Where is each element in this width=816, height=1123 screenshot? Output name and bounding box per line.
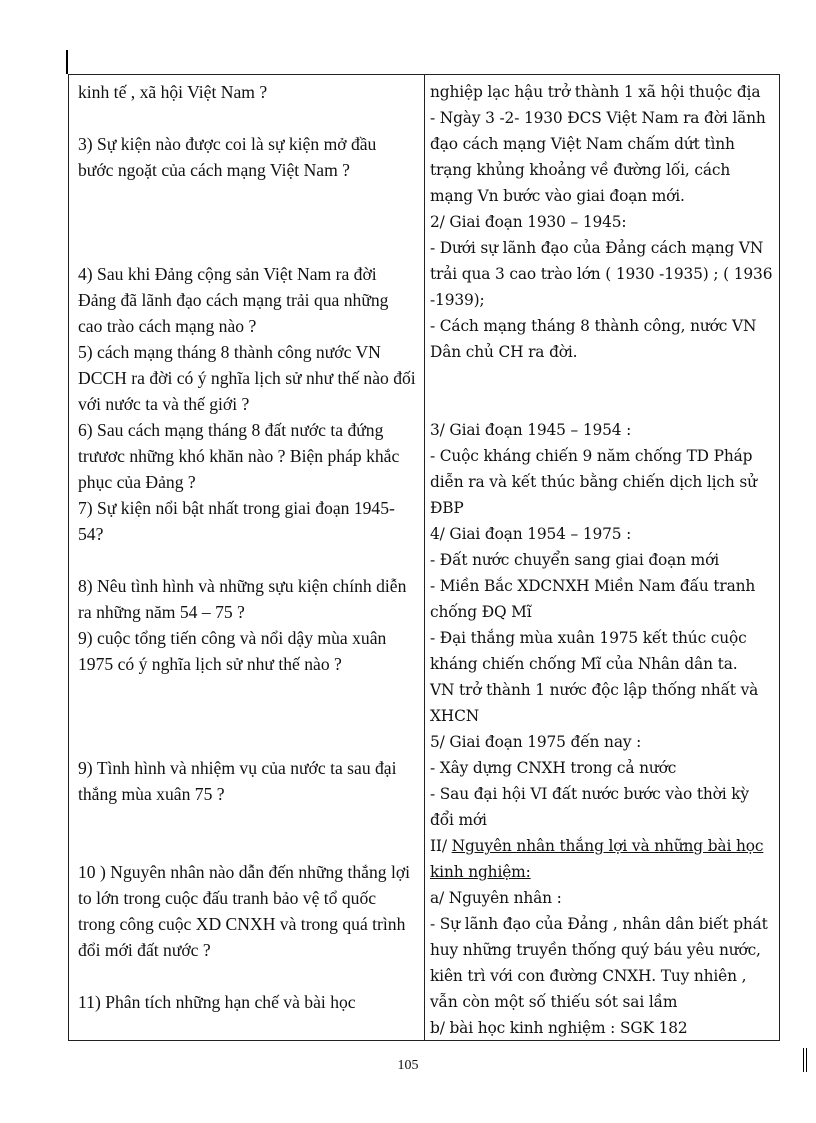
question-tail: kinh tế , xã hội Việt Nam ? (78, 82, 268, 102)
question-3: 3) Sự kiện nào được coi là sự kiện mở đầu bước ngoặt của cách mạng Việt Nam ? (78, 134, 377, 180)
answer-cao-trao: - Dưới sự lãnh đạo của Đảng cách mạng VN trải qua 3 cao trào lớn ( 1930 -1935) ; ( 1936 -1939); (430, 239, 773, 309)
question-4: 4) Sau khi Đảng cộng sản Việt Nam ra đời Đảng đã lãnh đạo cách mạng trải qua những cao trào cách mạng nào ? (78, 264, 389, 336)
question-7: 7) Sự kiện nổi bật nhất trong giai đoạn 1945-54? (78, 498, 395, 544)
heading-1945-1954: 3/ Giai đoạn 1945 – 1954 : (430, 421, 632, 439)
answer-giai-doan-moi: - Đất nước chuyển sang giai đoạn mới (430, 551, 720, 569)
question-10: 10 ) Nguyên nhân nào dẫn đến những thắng lợi to lớn trong cuộc đấu tranh bảo vệ tổ quốc trong công cuộc XD CNXH và trong quá trình đổi mới đất nước ? (78, 862, 411, 960)
question-6: 6) Sau cách mạng tháng 8 đất nước ta đứng trưươc những khó khăn nào ? Biện pháp khắc phục của Đảng ? (78, 420, 400, 492)
answer-bai-hoc: b/ bài học kinh nghiệm : SGK 182 (430, 1019, 688, 1037)
answer-doi-moi: - Sau đại hội VI đất nước bước vào thời kỳ đổi mới (430, 785, 749, 829)
answer-mien-bac: - Miền Bắc XDCNXH Miền Nam đấu tranh chống ĐQ Mĩ (430, 577, 756, 621)
answer-cm-thang-8: - Cách mạng tháng 8 thành công, nước VN Dân chủ CH ra đời. (430, 317, 757, 361)
heading-1930-1945: 2/ Giai đoạn 1930 – 1945: (430, 213, 627, 231)
questions-column (69, 75, 425, 1040)
question-9a: 9) cuộc tổng tiến công và nổi dậy mùa xuân 1975 có ý nghĩa lịch sử như thế nào ? (78, 628, 387, 674)
answers-column (425, 75, 779, 1040)
heading-1954-1975: 4/ Giai đoạn 1954 – 1975 : (430, 525, 632, 543)
margin-mark-right (803, 1048, 807, 1072)
question-5: 5) cách mạng tháng 8 thành công nước VN DCCH ra đời có ý nghĩa lịch sử như thế nào đối với nước ta và thế giới ? (78, 342, 416, 414)
answer-vn-doc-lap: VN trở thành 1 nước độc lập thống nhất và XHCN (430, 681, 759, 725)
heading-underlined: Nguyên nhân thắng lợi và những bài học kinh nghiệm: (430, 837, 764, 881)
question-8: 8) Nêu tình hình và những sựu kiện chính diễn ra những năm 54 – 75 ? (78, 576, 407, 622)
qa-table (68, 74, 780, 1041)
heading-numeral: II/ (430, 837, 452, 855)
heading-nguyen-nhan-thang-loi (430, 833, 775, 885)
question-9b: 9) Tình hình và nhiệm vụ của nước ta sau đại thắng mùa xuân 75 ? (78, 758, 397, 804)
answer-dai-thang: - Đại thắng mùa xuân 1975 kết thúc cuộc kháng chiến chống Mĩ của Nhân dân ta. (430, 629, 747, 673)
answer-line-1: nghiệp lạc hậu trở thành 1 xã hội thuộc địa (430, 83, 761, 101)
answer-su-lanh-dao: - Sự lãnh đạo của Đảng , nhân dân biết phát huy những truyền thống quý báu yêu nước, kiên trì với con đường CNXH. Tuy nhiên , vẫn còn một số thiếu sót sai lầm (430, 915, 768, 1011)
answer-xay-dung-cnxh: - Xây dựng CNXH trong cả nước (430, 759, 677, 777)
heading-nguyen-nhan: a/ Nguyên nhân : (430, 889, 562, 907)
heading-1975-nay: 5/ Giai đoạn 1975 đến nay : (430, 733, 642, 751)
question-11: 11) Phân tích những hạn chế và bài học (78, 992, 356, 1012)
answer-khang-chien-phap: - Cuộc kháng chiến 9 năm chống TD Pháp diễn ra và kết thúc bằng chiến dịch lịch sử ĐBP (430, 447, 757, 517)
margin-mark-left (66, 50, 68, 74)
answer-1930: - Ngày 3 -2- 1930 ĐCS Việt Nam ra đời lãnh đạo cách mạng Việt Nam chấm dứt tình trạng khủng khoảng về đường lối, cách mạng Vn bước vào giai đoạn mới. (430, 109, 766, 205)
page-number: 105 (397, 1058, 419, 1073)
